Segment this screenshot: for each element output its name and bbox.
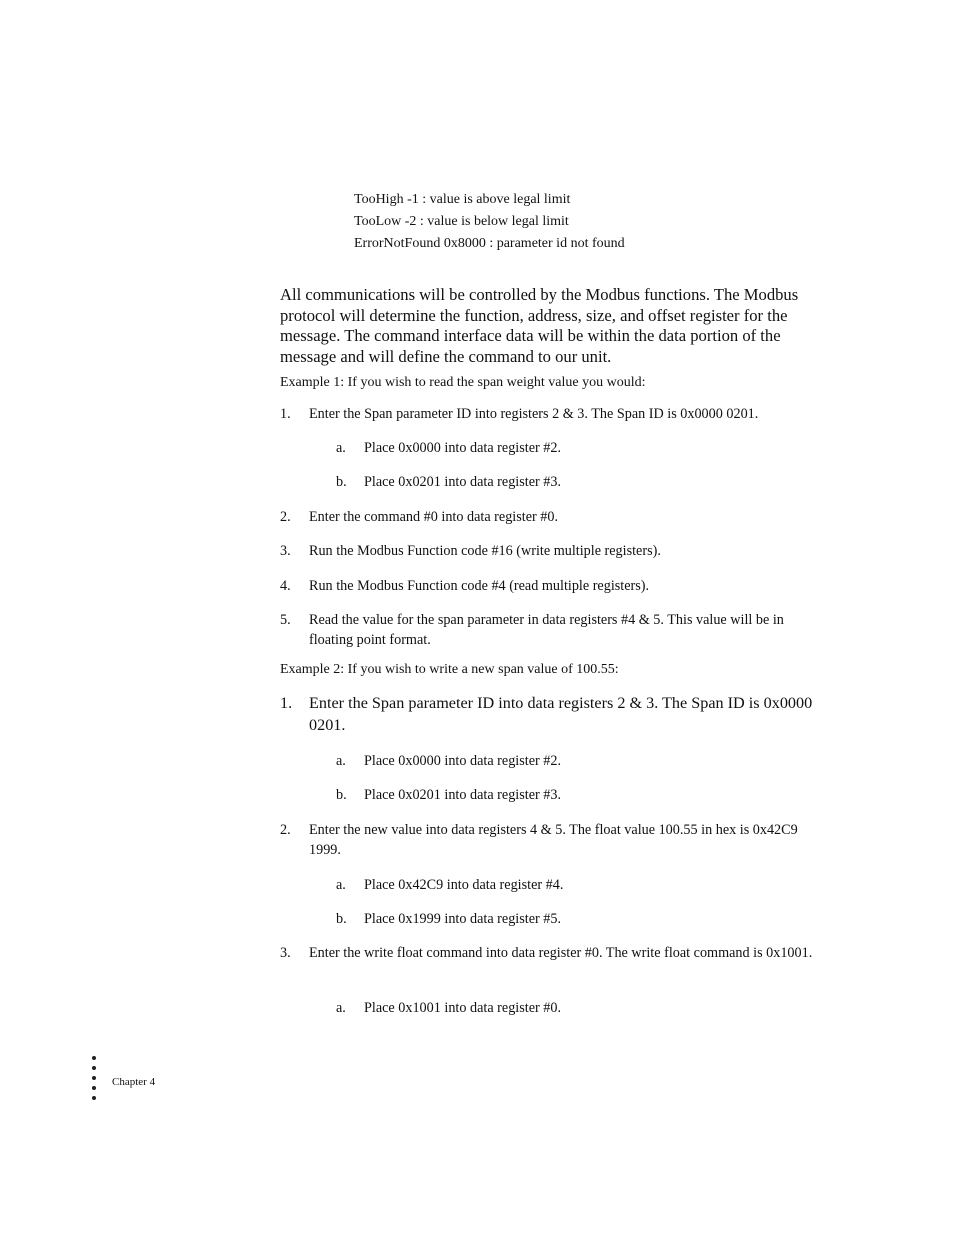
error-code-too-low: TooLow -2 : value is below legal limit [354,214,569,229]
substep-letter: b. [336,787,347,803]
step-text: Enter the Span parameter ID into registers 2 & 3. The Span ID is 0x0000 0201. [309,406,759,422]
substep-text: Place 0x42C9 into data register #4. [364,877,564,893]
example-1-heading: Example 1: If you wish to read the span weight value you would: [280,375,646,390]
step-number: 5. [280,612,291,628]
example-2-heading: Example 2: If you wish to write a new span value of 100.55: [280,662,619,677]
step-text: Run the Modbus Function code #16 (write multiple registers). [309,543,661,559]
substep-letter: a. [336,877,346,893]
dot [92,1096,96,1100]
step-number: 4. [280,578,291,594]
error-code-too-high: TooHigh -1 : value is above legal limit [354,192,571,207]
intro-paragraph: All communications will be controlled by the Modbus functions. The Modbus protocol will determine the function, address, size, and offset register for the message. The command interface data will be within the data portion of the message and will define the command to our unit. [280,285,799,366]
footer-dot-rule [92,1056,98,1106]
substep-letter: a. [336,440,346,456]
step-number: 3. [280,945,291,961]
substep-text: Place 0x0201 into data register #3. [364,474,561,490]
substep-letter: b. [336,474,347,490]
step-text: Run the Modbus Function code #4 (read multiple registers). [309,578,650,594]
step-text: Enter the Span parameter ID into data registers 2 & 3. The Span ID is 0x0000 0201. [309,694,813,734]
dot [92,1076,96,1080]
substep-text: Place 0x1001 into data register #0. [364,1000,561,1016]
step-number: 3. [280,543,291,559]
substep-letter: b. [336,911,347,927]
chapter-label: Chapter 4 [112,1076,156,1088]
step-text: Enter the new value into data registers 4 & 5. The float value 100.55 in hex is 0x42C9 1999. [309,822,798,858]
dot [92,1086,96,1090]
step-text: Read the value for the span parameter in data registers #4 & 5. This value will be in floating point format. [309,612,784,648]
step-number: 2. [280,822,291,838]
substep-text: Place 0x1999 into data register #5. [364,911,561,927]
step-number: 1. [280,406,291,422]
dot [92,1056,96,1060]
step-text: Enter the write float command into data register #0. The write float command is 0x1001. [309,945,813,961]
step-text: Enter the command #0 into data register #0. [309,509,558,525]
dot [92,1066,96,1070]
substep-text: Place 0x0201 into data register #3. [364,787,561,803]
step-number: 1. [280,694,293,712]
step-number: 2. [280,509,291,525]
substep-text: Place 0x0000 into data register #2. [364,440,561,456]
substep-letter: a. [336,1000,346,1016]
substep-letter: a. [336,753,346,769]
error-code-not-found: ErrorNotFound 0x8000 : parameter id not found [354,236,625,251]
substep-text: Place 0x0000 into data register #2. [364,753,561,769]
